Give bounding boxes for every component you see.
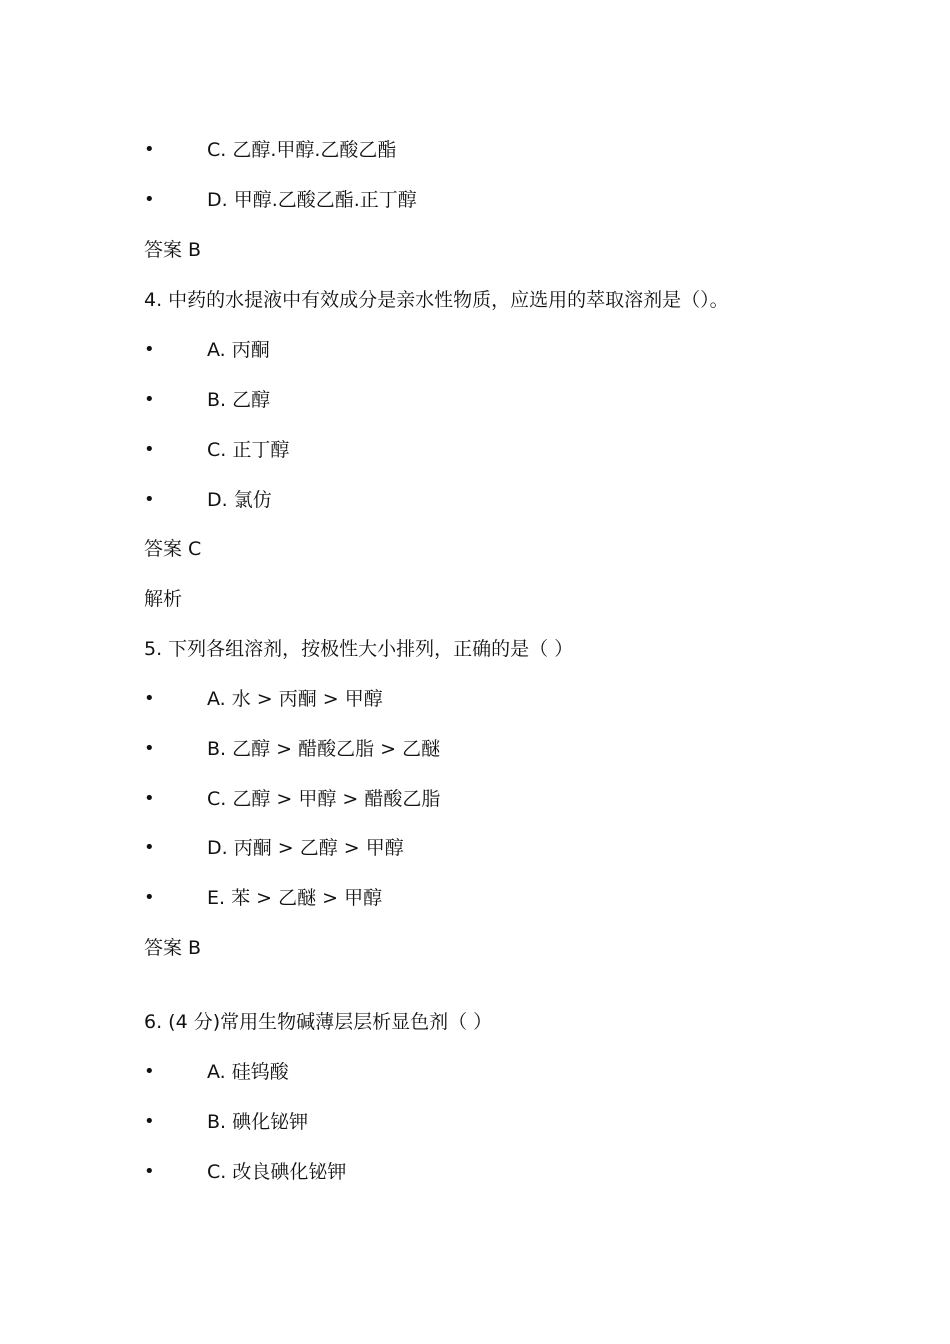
option-text: D. 氯仿	[207, 489, 272, 511]
option-text: B. 乙醇	[207, 389, 271, 411]
option-text: E. 苯 > 乙醚 > 甲醇	[207, 887, 383, 909]
bullet-icon: •	[144, 837, 155, 858]
bullet-icon: •	[144, 738, 155, 759]
option-text: C. 乙醇.甲醇.乙酸乙酯	[207, 139, 397, 161]
bullet-icon: •	[144, 489, 155, 510]
option-text: A. 丙酮	[207, 339, 270, 361]
bullet-icon: •	[144, 688, 155, 709]
bullet-icon: •	[144, 139, 155, 160]
bullet-icon: •	[144, 1061, 155, 1082]
option-text: B. 乙醇 > 醋酸乙脂 > 乙醚	[207, 738, 441, 760]
option-text: C. 乙醇 > 甲醇 > 醋酸乙脂	[207, 788, 441, 810]
answer-q4: 答案 C	[144, 538, 202, 560]
question-6: 6. (4 分)常用生物碱薄层层析显色剂（ ）	[144, 1011, 493, 1033]
option-text: C. 改良碘化铋钾	[207, 1161, 347, 1183]
question-4: 4. 中药的水提液中有效成分是亲水性物质，应选用的萃取溶剂是（）。	[144, 289, 729, 311]
option-text: C. 正丁醇	[207, 439, 290, 461]
bullet-icon: •	[144, 887, 155, 908]
bullet-icon: •	[144, 1161, 155, 1182]
bullet-icon: •	[144, 339, 155, 360]
answer-q5: 答案 B	[144, 937, 202, 959]
option-text: D. 丙酮 > 乙醇 > 甲醇	[207, 837, 404, 859]
question-5: 5. 下列各组溶剂，按极性大小排列，正确的是（ ）	[144, 638, 574, 660]
analysis-q4: 解析	[144, 588, 183, 610]
bullet-icon: •	[144, 1111, 155, 1132]
option-text: B. 碘化铋钾	[207, 1111, 309, 1133]
bullet-icon: •	[144, 389, 155, 410]
option-text: A. 水 > 丙酮 > 甲醇	[207, 688, 383, 710]
option-text: A. 硅钨酸	[207, 1061, 289, 1083]
answer-q3: 答案 B	[144, 239, 202, 261]
bullet-icon: •	[144, 788, 155, 809]
bullet-icon: •	[144, 189, 155, 210]
option-text: D. 甲醇.乙酸乙酯.正丁醇	[207, 189, 417, 211]
bullet-icon: •	[144, 439, 155, 460]
